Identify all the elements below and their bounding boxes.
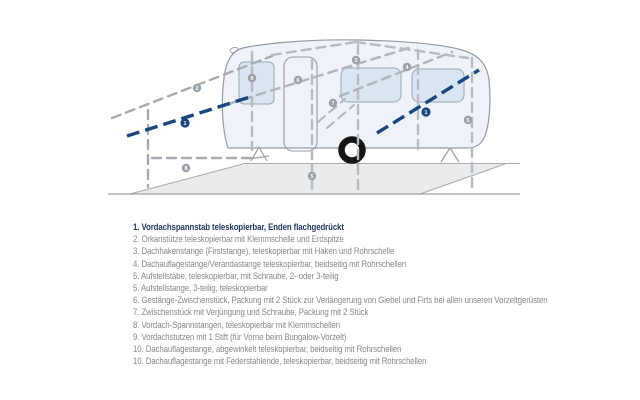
part-marker-number: 3	[354, 57, 358, 64]
part-marker-number: 5	[310, 173, 314, 180]
part-list-item: 10. Dachauflagestange, abgewinkelt teleskopierbar, beidseitig mit Rohrschellen	[133, 344, 402, 355]
part-list-item: 2. Orkanstütze teleskopierbar mit Klemmschelle und Erdspitze	[133, 234, 344, 245]
part-marker-number: 6	[296, 77, 300, 84]
part-marker-number: 7	[331, 100, 335, 107]
part-list-item: 3. Dachhakenstange (Firststange), teleskopierbar mit Haken und Rohrschelle	[133, 246, 395, 257]
part-marker-number: 4	[405, 64, 409, 71]
part-list-item: 5. Aufstellstange, 3-teilig, teleskopierbar	[133, 283, 268, 294]
support-leg-rear	[441, 148, 459, 162]
part-list-item: 9. Vordachstutzen mit 1 Stift (für Vorne beim Bungalow-Vorzelt)	[133, 331, 347, 342]
part-marker-number: 2	[195, 85, 199, 92]
part-list-item: 8. Vordach-Spannstangen, teleskopierbar mit Klemmschellen	[133, 319, 341, 330]
part-list-item: 10. Dachauflagestange mit Federstahlende, teleskopierbar, beidseitig mit Rohrschellen	[133, 356, 427, 367]
part-marker-number: 5	[466, 117, 470, 124]
part-list-item: 4. Dachauflagestange/Verandastange teleskopierbar, beidseitig mit Rohrschellen	[133, 258, 407, 269]
part-marker-number: 1	[183, 120, 187, 127]
part-list-item: 7. Zwischenstück mit Verjüngung und Schraube, Packung mit 2 Stück	[133, 307, 369, 318]
part-marker-number: 1	[424, 109, 428, 116]
part-marker-number: 8	[184, 165, 188, 172]
caravan-window-rear	[412, 69, 464, 102]
part-marker-number: 9	[250, 75, 254, 82]
parts-list	[133, 221, 548, 367]
part-list-item: 1. Vordachspannstab teleskopierbar, Enden flachgedrückt	[133, 222, 344, 232]
part-list-item: 6. Gestänge-Zwischenstück, Packung mit 2 Stück zur Verlängerung von Giebel und Firts bei allen unseren Vorzeltgerüsten	[133, 295, 548, 306]
part-list-item: 5. Aufstellstäbe, teleskopierbar, mit Schraube, 2- oder 3-teilig	[133, 270, 339, 281]
caravan-wheel-hub	[348, 146, 357, 155]
